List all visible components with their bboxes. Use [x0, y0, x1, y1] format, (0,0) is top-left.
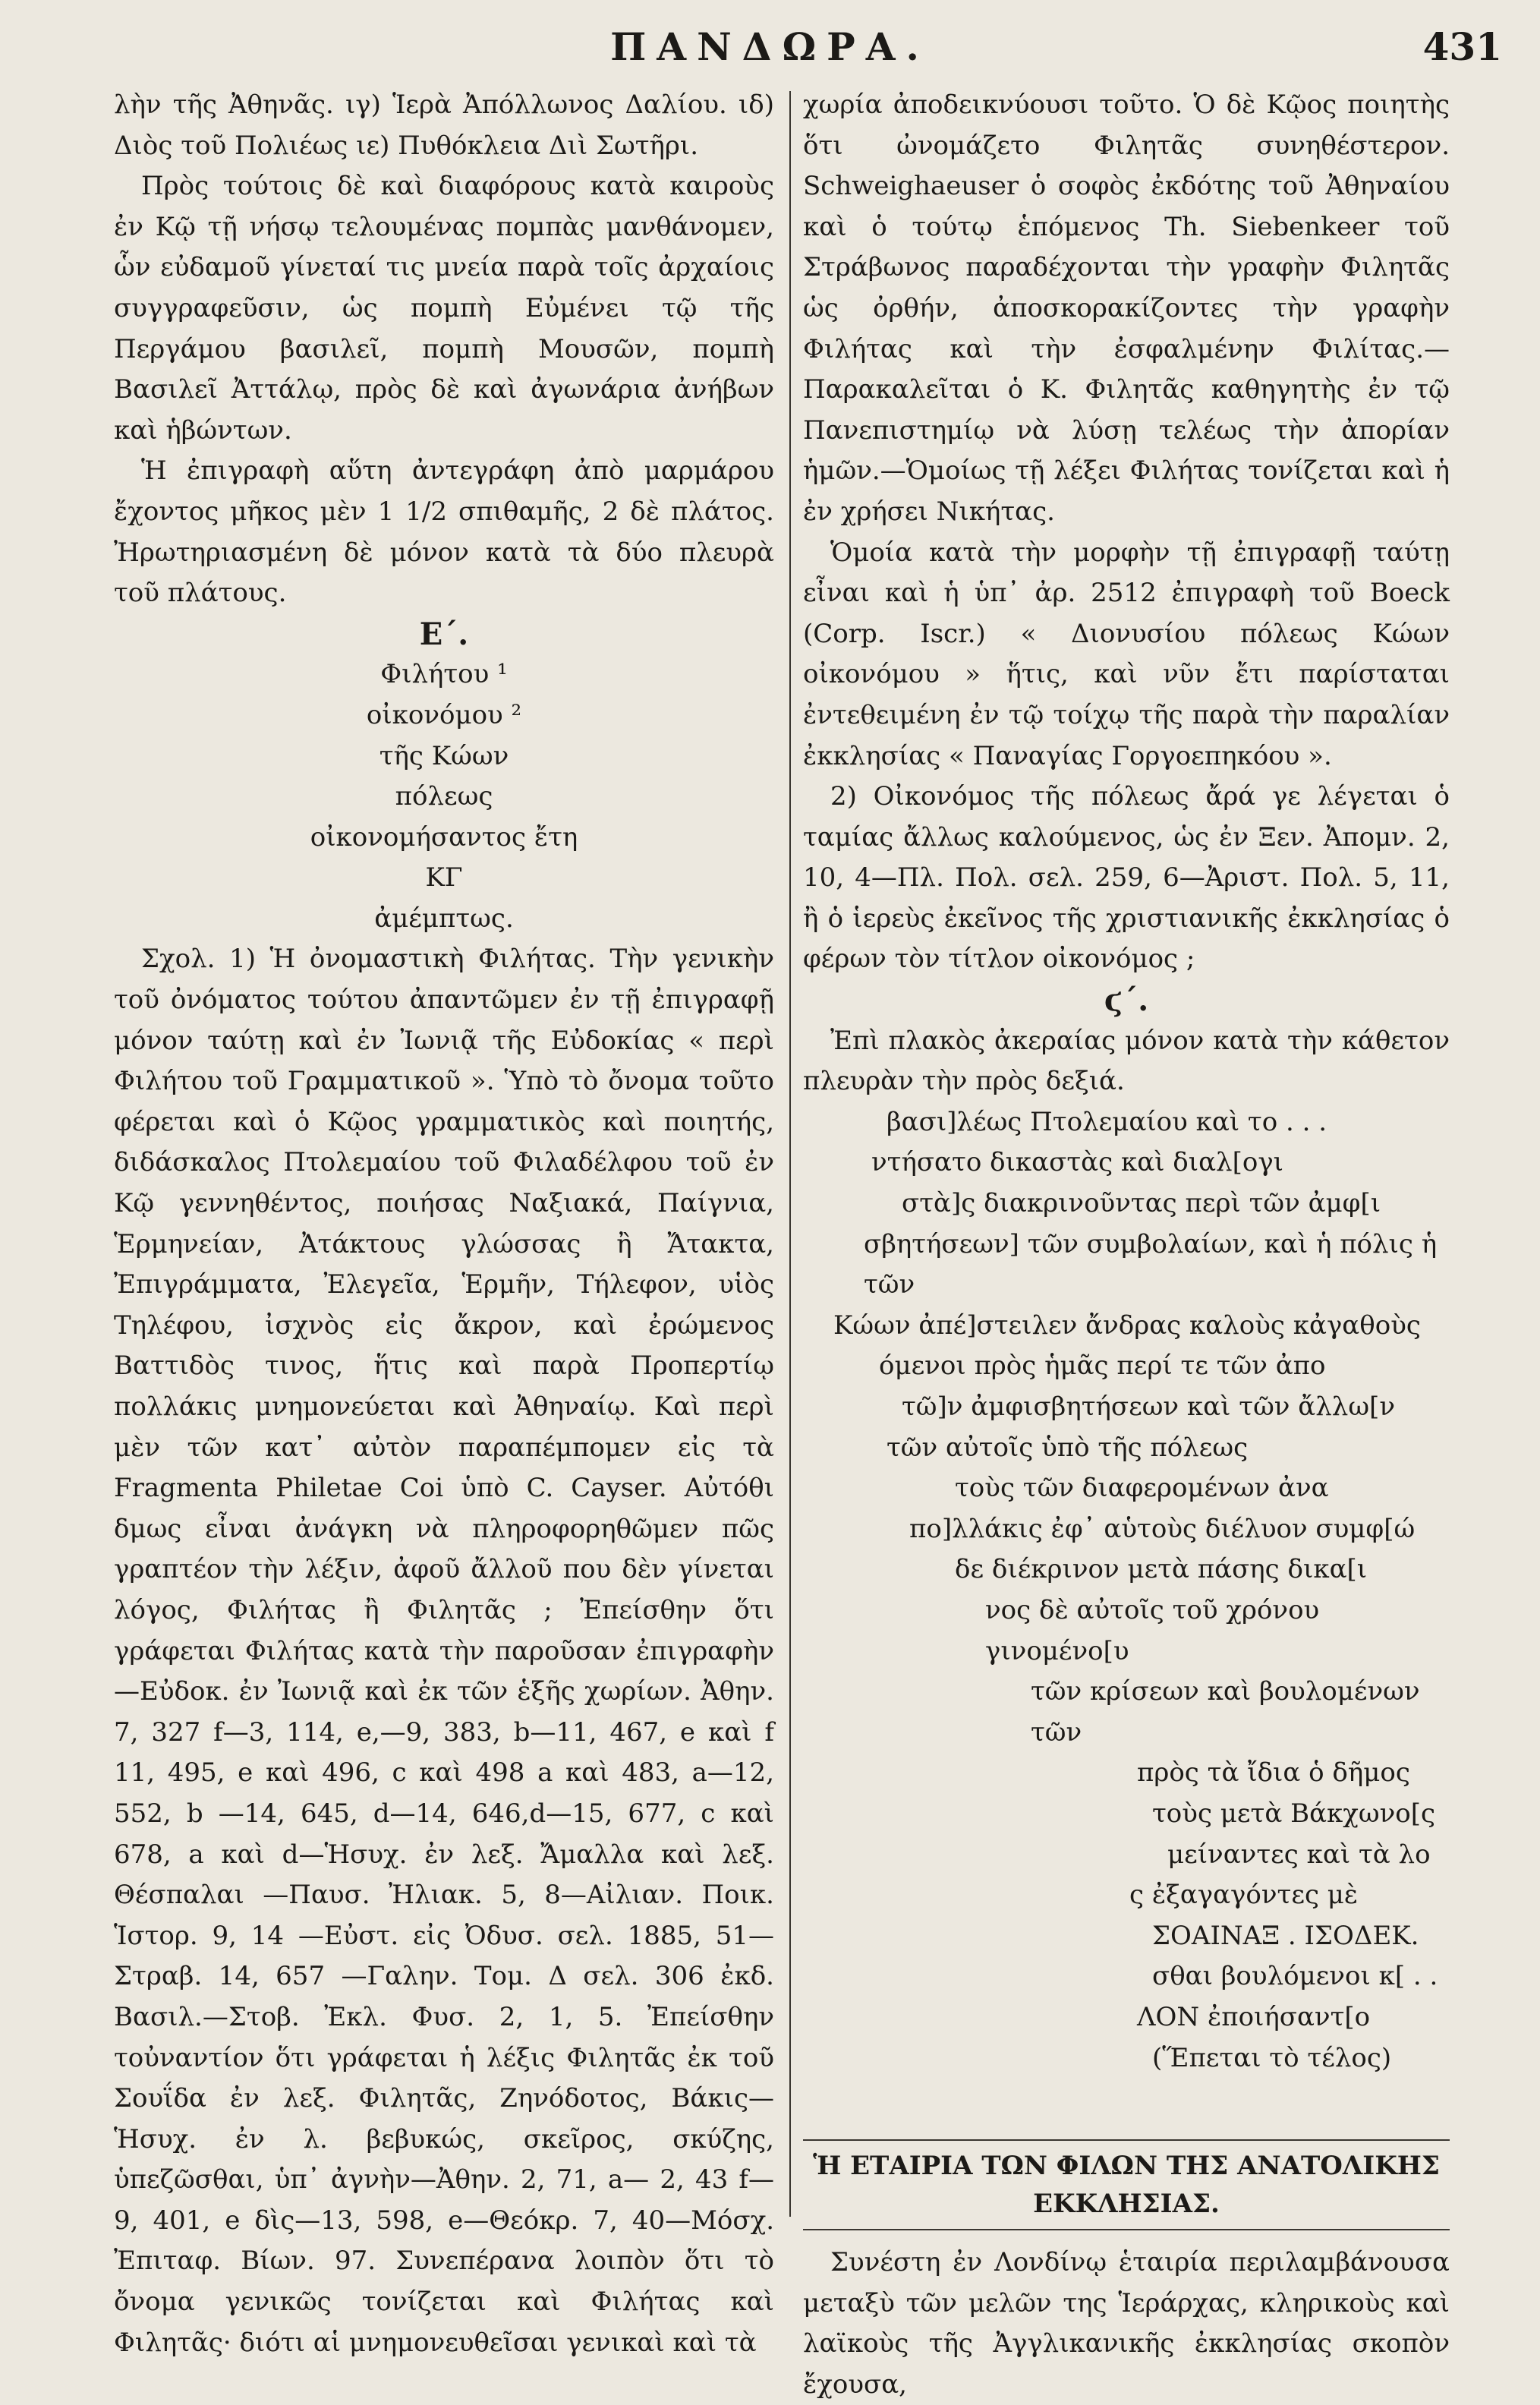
- inscription-line: πρὸς τὰ ἴδια ὁ δῆμος: [1137, 1757, 1410, 1789]
- inscription-line: όμενοι πρὸς ἡμᾶς περί τε τῶν ἀπο: [879, 1351, 1326, 1382]
- page-header: [0, 11, 1540, 79]
- inscription-line: οἰκονόμου ²: [366, 699, 522, 730]
- paragraph: Ἡ ἐπιγραφὴ αὕτη ἀντεγράφη ἀπὸ μαρμάρου ἔχοντος μῆκος μὲν 1 1/2 σπιθαμῆς, 2 δὲ πλάτος. Ἠρωτηριασμένη δὲ μόνον κατὰ τὰ δύο πλευρὰ τοῦ πλάτους.: [114, 455, 774, 609]
- paragraph: Ὁμοία κατὰ τὴν μορφὴν τῇ ἐπιγραφῇ ταύτῃ εἶναι καὶ ἡ ὑπ᾿ ἀρ. 2512 ἐπιγραφὴ τοῦ Boeck (Corp. Iscr.) « Διονυσίου πόλεως Κώων οἰκονόμου » ἥτις, καὶ νῦν ἔτι παρίσταται ἐντεθειμένη ἐν τῷ τοίχῳ τῆς παρὰ τὴν παραλίαν ἐκκλησίας « Παναγίας Γοργοεπηκόου ».: [803, 537, 1450, 771]
- left-column: [114, 85, 774, 2363]
- paragraph: λὴν τῆς Ἀθηνᾶς. ιγ) Ἱερὰ Ἀπόλλωνος Δαλίου. ιδ) Διὸς τοῦ Πολιέως ιε) Πυθόκλεια Διὶ Σωτῆρι.: [114, 90, 774, 161]
- inscription-title: ϛ΄.: [1104, 982, 1149, 1019]
- inscription-line: τῆς Κώων: [379, 740, 509, 771]
- spacer: [803, 2079, 1450, 2132]
- running-head: ΠΑΝΔΩΡΑ.: [610, 24, 930, 69]
- inscription-line: πο]λλάκις ἐφ᾿ αὑτοὺς διέλυον συμφ[ώ: [909, 1513, 1416, 1544]
- inscription-line: τῶν κρίσεων καὶ βουλομένων τῶν: [1031, 1676, 1420, 1748]
- inscription-line: νος δὲ αὐτοῖς τοῦ χρόνου γινομένο[υ: [985, 1594, 1320, 1666]
- scholia-paragraph: Σχολ. 1) Ἡ ὀνομαστικὴ Φιλήτας. Τὴν γενικὴν τοῦ ὀνόματος τούτου ἀπαντῶμεν ἐν τῇ ἐπιγραφῇ μόνον ταύτῃ καὶ ἐν Ἰωνιᾷ τῆς Εὐδοκίας « περὶ Φιλήτου τοῦ Γραμματικοῦ ». Ὑπὸ τὸ ὄνομα τοῦτο φέρεται καὶ ὁ Κῷος γραμματικὸς καὶ ποιητής, διδάσκαλος Πτολεμαίου τοῦ Φιλαδέλφου τοῦ ἐν Κῷ γεννηθέντος, ποιήσας Ναξιακά, Παίγνια, Ἑρμηνείαν, Ἀτάκτους γλώσσας ἢ Ἄτακτα, Ἐπιγράμματα, Ἐλεγεῖα, Ἑρμῆν, Τήλεφον, υἱὸς Τηλέφου, ἰσχνὸς εἰς ἄκρον, καὶ ἐρώμενος Βαττιδὸς τινος, ἥτις καὶ παρὰ Προπερτίῳ πολλάκις μνημονεύεται καὶ Ἀθηναίῳ. Καὶ περὶ μὲν τῶν κατ᾿ αὐτὸν παραπέμπομεν εἰς τὰ Fragmenta Philetae Coi ὑπὸ C. Cayser. Αὐτόθι δμως εἶναι ἀνάγκη νὰ πληροφορηθῶμεν πῶς γραπτέον τὴν λέξιν, ἀφοῦ ἄλλοῦ που δὲν γίνεται λόγος, Φιλήτας ἢ Φιλητᾶς ; Ἐπείσθην ὅτι γράφεται Φιλήτας κατὰ τὴν παροῦσαν ἐπιγραφὴν—Εὐδοκ. ἐν Ἰωνιᾷ καὶ ἐκ τῶν ἑξῆς χωρίων. Ἀθην. 7, 327 f—3, 114, e,—9, 383, b—11, 467, e καὶ f 11, 495, e καὶ 496, c καὶ 498 a καὶ 483, a—12, 552, b —14, 645, d—14, 646,d—15, 677, c καὶ 678, a καὶ d—Ἡσυχ. ἐν λεξ. Ἄμαλλα καὶ λεξ. Θέσπαλαι —Παυσ. Ἠλιακ. 5, 8—Αἰλιαν. Ποικ. Ἱστορ. 9, 14 —Εὐστ. εἰς Ὀδυσ. σελ. 1885, 51—Στραβ. 14, 657 —Γαλην. Τομ. Δ σελ. 306 ἐκδ. Βασιλ.—Στοβ. Ἐκλ. Φυσ. 2, 1, 5. Ἐπείσθην τοὐναντίον ὅτι γράφεται ἡ λέξις Φιλητᾶς ἐκ τοῦ Σουΐδα ἐν λεξ. Φιλητᾶς, Ζηνόδοτος, Βάκις—Ἡσυχ. ἐν λ. βεβυκώς, σκεῖρος, σκύζης, ὑπεζῶσθαι, ὑπ᾿ ἀγνὴν—Ἀθην. 2, 71, a— 2, 43 f—9, 401, e δὶς—13, 598, e—Θεόκρ. 7, 40—Μόσχ. Ἐπιταφ. Βίων. 97. Συνεπέρανα λοιπὸν ὅτι τὸ ὄνομα γενικῶς τονίζεται καὶ Φιλήτας καὶ Φιλητᾶς· διότι αἱ μνημονευθεῖσαι γενικαὶ καὶ τὰ: [114, 944, 774, 2358]
- inscription-line: σθαι βουλόμενοι κ[ . .: [1152, 1961, 1438, 1992]
- paragraph: Συνέστη ἐν Λονδίνῳ ἑταιρία περιλαμβάνουσα μεταξὺ τῶν μελῶν της Ἱεράρχας, κληρικοὺς καὶ λαϊκοὺς τῆς Ἀγγλικανικῆς ἐκκλησίας σκοπὸν ἔχουσα,: [803, 2247, 1450, 2400]
- inscription-line: ΚΓ: [425, 862, 463, 894]
- paragraph: χωρία ἀποδεικνύουσι τοῦτο. Ὁ δὲ Κῷος ποιητὴς ὅτι ὠνομάζετο Φιλητᾶς συνηθέστερον. Schweighaeuser ὁ σοφὸς ἐκδότης τοῦ Ἀθηναίου καὶ ὁ τούτῳ ἑπόμενος Th. Siebenkeer τοῦ Στράβωνος παραδέχονται τὴν γραφὴν Φιλητᾶς ὡς ὀρθήν, ἀποσκορακίζοντες τὴν γραφὴν Φιλήτας καὶ τὴν ἐσφαλμένην Φιλίτας.—Παρακαλεῖται ὁ Κ. Φιλητᾶς καθηγητὴς ἐν τῷ Πανεπιστημίῳ νὰ λύσῃ τελέως τὴν ἀπορίαν ἡμῶν.—Ὁμοίως τῇ λέξει Φιλήτας τονίζεται καὶ ἡ ἐν χρήσει Νικήτας.: [803, 90, 1450, 527]
- inscription-line: σβητήσεων] τῶν συμβολαίων, καὶ ἡ πόλις ἡ τῶν: [864, 1228, 1438, 1300]
- continued-note: (Ἕπεται τὸ τέλος): [1152, 2042, 1392, 2073]
- inscription-line: ΛΟΝ ἐποιήσαντ[ο: [1137, 2001, 1371, 2032]
- inscription-line: βασι]λέως Πτολεμαίου καὶ το . . .: [887, 1106, 1327, 1137]
- inscription-line: στὰ]ς διακρινοῦντας περὶ τῶν ἀμφ[ι: [902, 1188, 1381, 1219]
- column-divider: [789, 91, 791, 2217]
- inscription-line: ΣΟΑΙΝΑΞ . ΙΣΟΔΕΚ.: [1152, 1920, 1419, 1951]
- right-column: [803, 85, 1450, 2405]
- paragraph: 2) Οἰκονόμος τῆς πόλεως ἄρά γε λέγεται ὁ ταμίας ἄλλως καλούμενος, ὡς ἐν Ξεν. Ἀπομν. 2, 10, 4—Πλ. Πολ. σελ. 259, 6—Ἀριστ. Πολ. 5, 11, ἢ ὁ ἱερεὺς ἐκεῖνος τῆς χριστιανικῆς ἐκκλησίας ὁ φέρων τὸν τίτλον οἰκονόμος ;: [803, 781, 1450, 975]
- paragraph: Πρὸς τούτοις δὲ καὶ διαφόρους κατὰ καιροὺς ἐν Κῷ τῇ νήσῳ τελουμένας πομπὰς μανθάνομεν, ὧν εὐδαμοῦ γίνεταί τις μνεία παρὰ τοῖς ἀρχαίοις συγγραφεῦσιν, ὡς πομπὴ Εὐμένει τῷ τῆς Περγάμου βασιλεῖ, πομπὴ Μουσῶν, πομπὴ Βασιλεῖ Ἀττάλῳ, πρὸς δὲ καὶ ἀγωνάρια ἀνήβων καὶ ἡβώντων.: [114, 171, 774, 446]
- inscription-title: Ε΄.: [419, 616, 469, 652]
- inscription-line: ς ἐξαγαγόντες μὲ: [1129, 1880, 1359, 1911]
- inscription-line: οἰκονομήσαντος ἔτη: [310, 821, 578, 853]
- paragraph: Ἐπὶ πλακὸς ἀκεραίας μόνον κατὰ τὴν κάθετον πλευρὰν τὴν πρὸς δεξιά.: [803, 1025, 1450, 1097]
- inscription-line: τῶ]ν ἀμφισβητήσεων καὶ τῶν ἄλλω[ν: [902, 1392, 1395, 1422]
- inscription-line: τοὺς τῶν διαφερομένων ἀνα: [955, 1473, 1329, 1504]
- inscription-line: Φιλήτου ¹: [380, 659, 508, 690]
- inscription-line: τῶν αὐτοῖς ὑπὸ τῆς πόλεως: [887, 1432, 1249, 1463]
- inscription-line: τοὺς μετὰ Βάκχωνο[ς: [1152, 1798, 1436, 1829]
- inscription-line: μείναντες καὶ τὰ λο: [1167, 1839, 1431, 1870]
- inscription-line: δε διέκρινον μετὰ πάσης δικα[ι: [955, 1554, 1368, 1585]
- inscription-line: Κώων ἀπέ]στειλεν ἄνδρας καλοὺς κἀγαθοὺς: [833, 1310, 1421, 1341]
- inscription-line: ντήσατο δικαστὰς καὶ διαλ[ογι: [871, 1147, 1283, 1178]
- section-title: Ἡ ΕΤΑΙΡΙΑ ΤΩΝ ΦΙΛΩΝ ΤΗΣ ΑΝΑΤΟΛΙΚΗΣ ΕΚΚΛΗΣΙΑΣ.: [803, 2139, 1450, 2230]
- inscription-6: [803, 1102, 1450, 2079]
- inscription-line: ἀμέμπτως.: [374, 903, 514, 934]
- inscription-5: [114, 614, 774, 940]
- page-number: 431: [1422, 24, 1502, 69]
- inscription-line: πόλεως: [395, 781, 493, 812]
